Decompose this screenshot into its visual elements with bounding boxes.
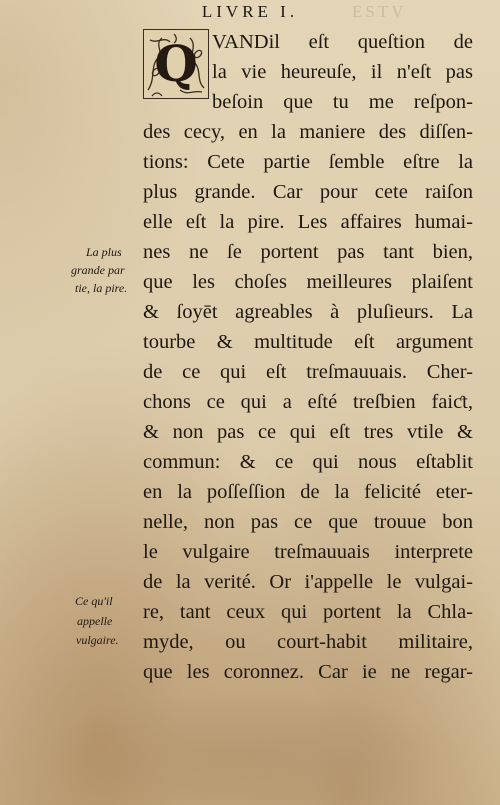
drop-cap-letter: Q	[154, 34, 198, 93]
text-line: plus grande. Car pour cete raiſon	[143, 181, 473, 203]
text-line: VANDil eſt queſtion de	[212, 31, 473, 53]
text-line: chons ce qui a eſté treſbien faiƈt,	[143, 391, 473, 413]
text-line: & non pas ce qui eſt tres vtile &	[143, 421, 473, 443]
margin-note-line: tie, la pire.	[75, 281, 128, 295]
text-line: de la verité. Or i'appelle le vulgai-	[143, 571, 473, 593]
margin-note-line: La plus	[86, 245, 122, 259]
text-line: tions: Cete partie ſemble eſtre la	[143, 151, 473, 173]
text-line: le vulgaire treſmauuais interprete	[143, 541, 473, 563]
text-line: myde, ou court-habit militaire,	[143, 631, 473, 653]
margin-note-line: grande par	[71, 263, 125, 277]
bleed-through-text: ESTV	[352, 2, 407, 21]
paper-stain	[30, 690, 470, 800]
text-line: nelle, non pas ce que trouue bon	[143, 511, 473, 533]
text-line: en la poſſeſſion de la felicité eter-	[143, 481, 473, 503]
text-line: commun: & ce qui nous eſtablit	[143, 451, 473, 473]
text-line: que les coronnez. Car ie ne regar-	[143, 661, 473, 683]
text-line: que les choſes meilleures plaiſent	[143, 271, 473, 293]
drop-cap-ornament	[143, 29, 209, 99]
text-line: nes ne ſe portent pas tant bien,	[143, 241, 473, 263]
margin-note-line: vulgaire.	[76, 633, 119, 647]
margin-note-line: appelle	[77, 614, 113, 628]
text-line: beſoin que tu me reſpon-	[212, 91, 473, 113]
text-line: elle eſt la pire. Les affaires humai-	[143, 211, 473, 233]
text-line: de ce qui eſt treſmauuais. Cher-	[143, 361, 473, 383]
running-head: LIVRE I.	[201, 2, 299, 21]
margin-note-line: Ce qu'il	[75, 594, 113, 608]
text-line: tourbe & multitude eſt argument	[143, 331, 473, 353]
text-line: re, tant ceux qui portent la Chla-	[143, 601, 473, 623]
text-line: & ſoyēt agreables à pluſieurs. La	[143, 301, 473, 323]
text-line: des cecy, en la maniere des diſſen-	[143, 121, 473, 143]
text-line: la vie heureuſe, il n'eſt pas	[212, 61, 473, 83]
